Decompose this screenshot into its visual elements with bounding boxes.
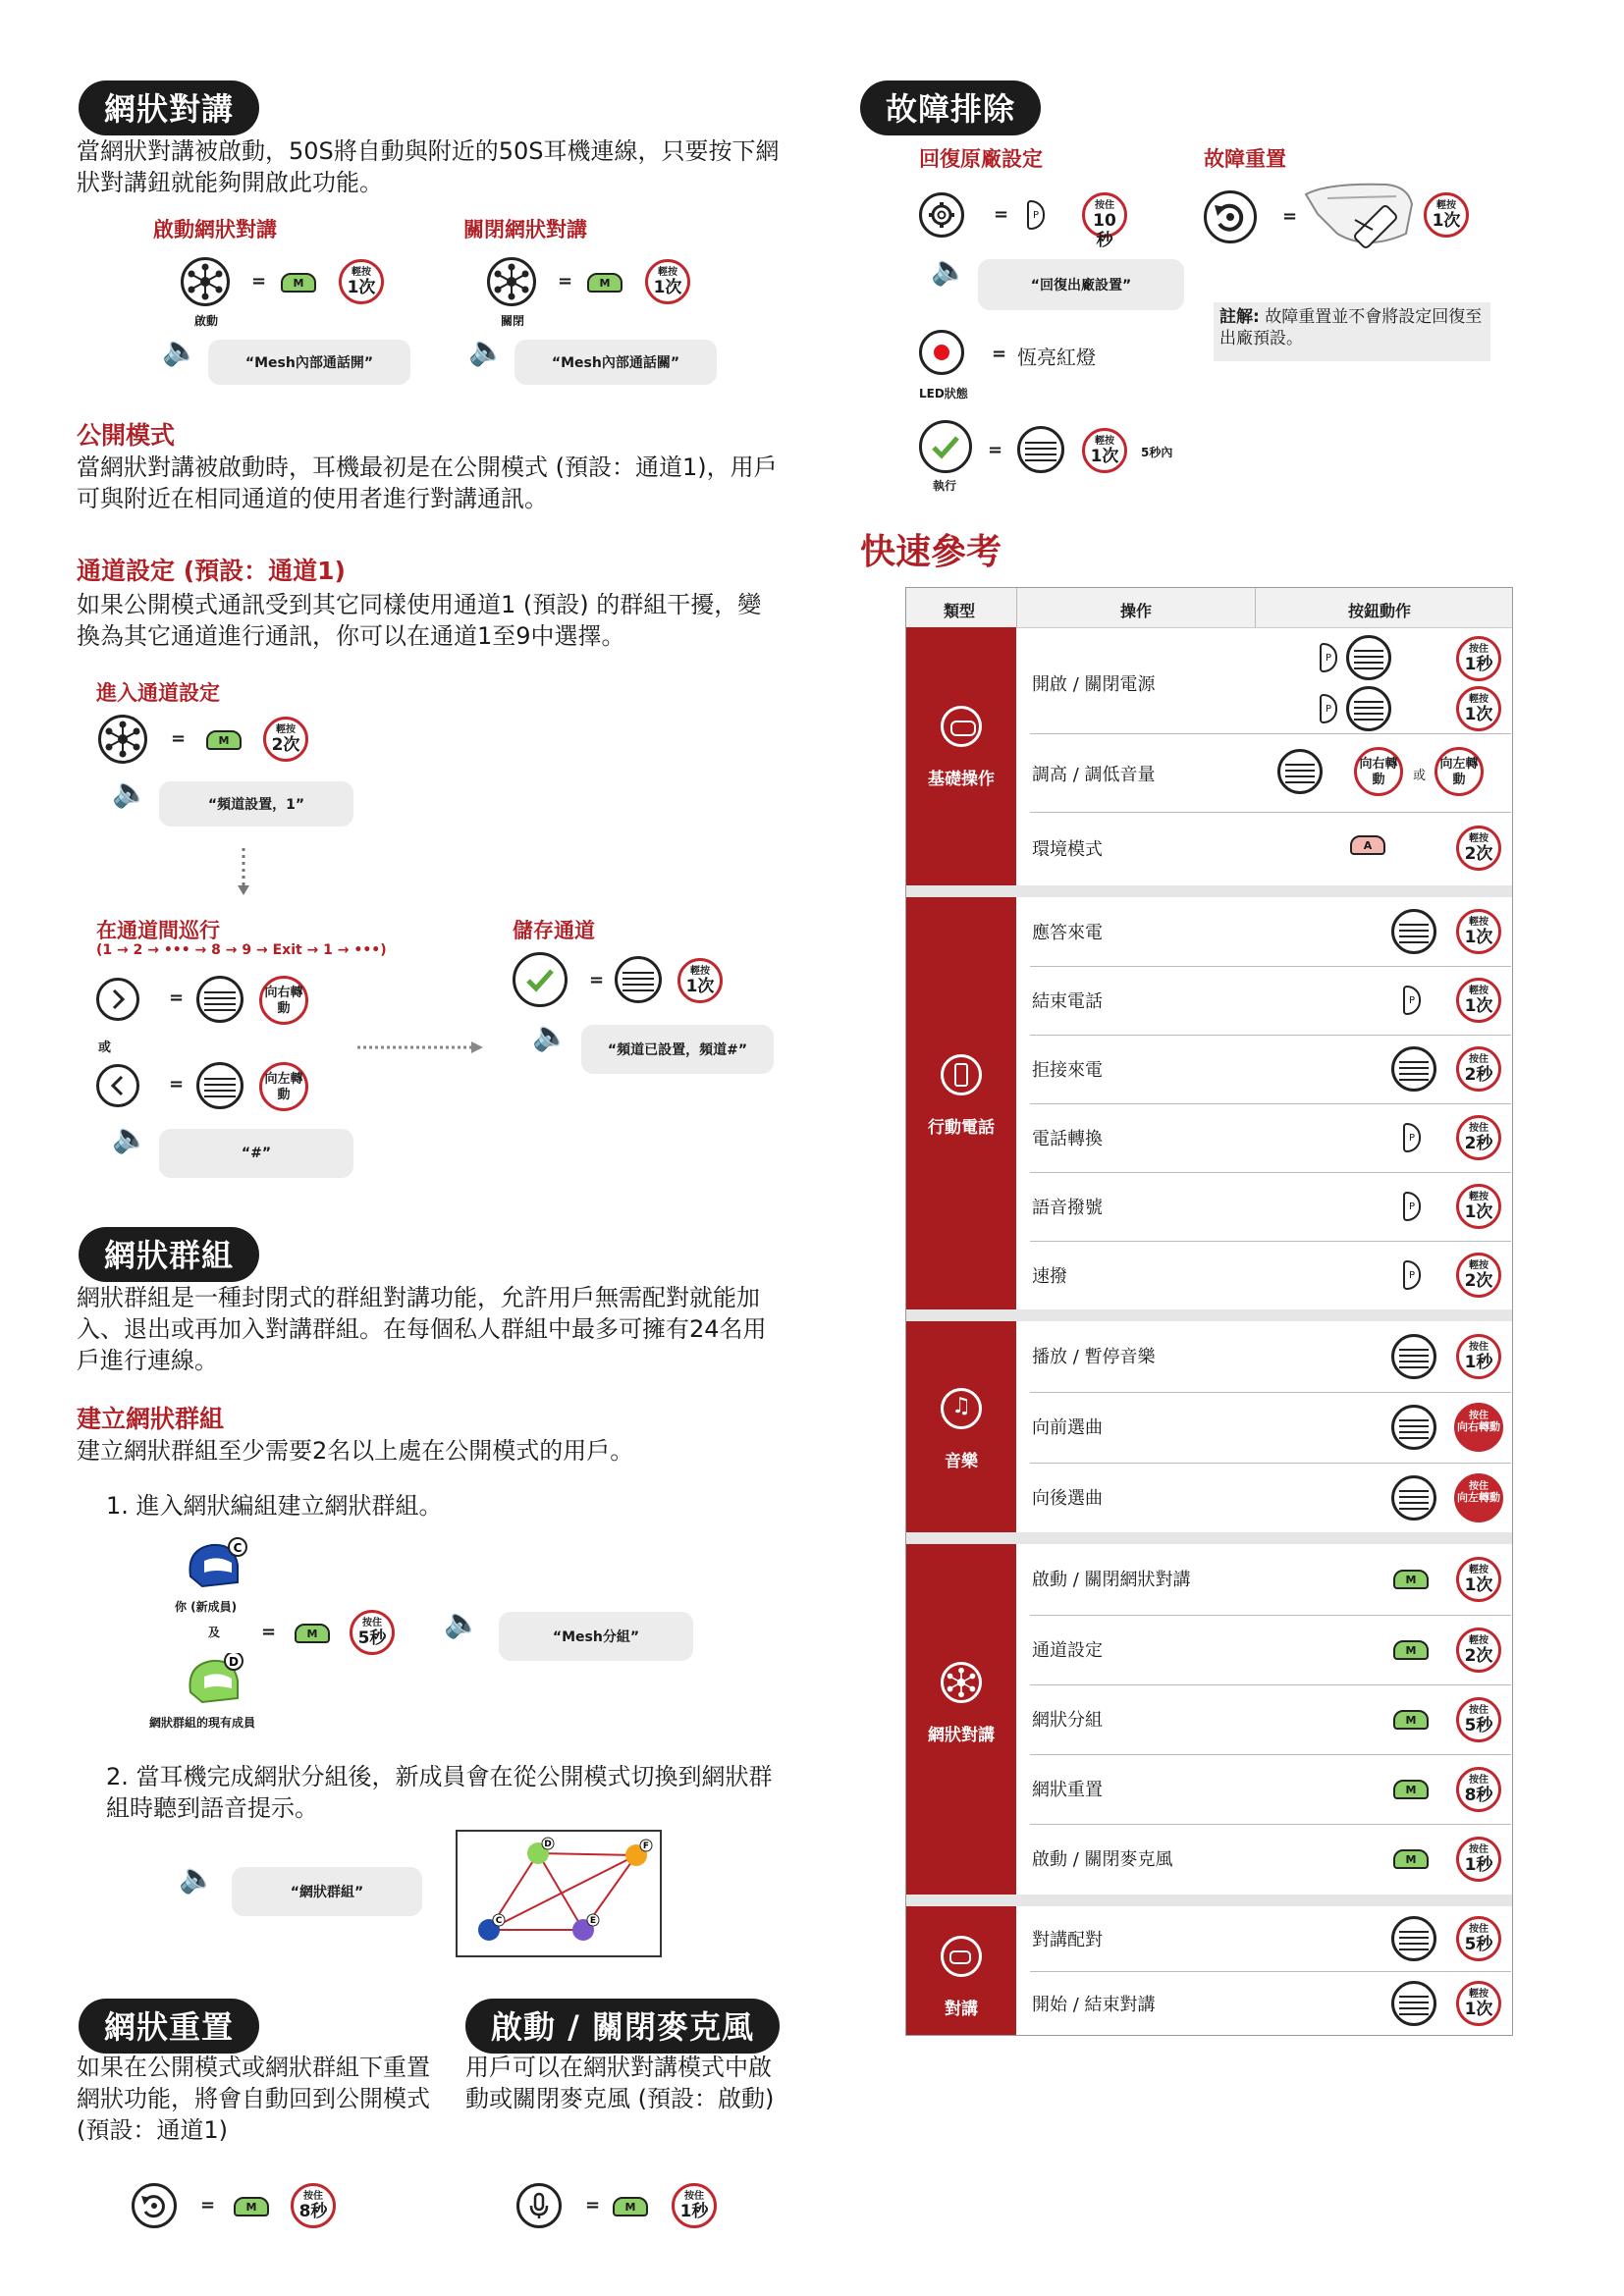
- equals-sign: =: [169, 1074, 185, 1095]
- mesh-icon: [487, 257, 536, 306]
- table-row: 電話轉換 P 按住 2秒: [1030, 1103, 1511, 1173]
- svg-text:D: D: [544, 1840, 552, 1849]
- factory-reset-label: 回復原廠設定: [919, 147, 1043, 171]
- equals-sign: =: [988, 440, 1003, 460]
- table-row: 向後選曲 按住 向左轉動: [1030, 1463, 1511, 1532]
- voice-prompt-channel-set: “頻道設置，1”: [159, 781, 353, 827]
- separator: [906, 1309, 1512, 1321]
- quick-reference-table: [905, 587, 1513, 2036]
- channel-desc: 如果公開模式通訊受到其它同樣使用通道1 (預設) 的群組干擾，變換為其它通道進行通訊，你可以在通道1至9中選擇。: [77, 591, 762, 650]
- svg-text:C: C: [495, 1916, 503, 1926]
- mesh-group-desc: 網狀群組是一種封閉式的群組對講功能，允許用戶無需配對就能加入、退出或再加入對講群組。在每個私人群組中最多可擁有24名用戶進行連線。: [77, 1284, 767, 1374]
- table-row: 應答來電 輕按 1次: [1030, 897, 1511, 967]
- and-label: 及: [208, 1626, 221, 1639]
- table-row: 播放 / 暫停音樂 按住 1秒: [1030, 1321, 1511, 1393]
- tap-badge: 輕按 1次: [645, 259, 690, 304]
- gear-icon: [919, 192, 964, 238]
- hold-badge: 按住 10秒: [1082, 192, 1127, 238]
- equals-sign: =: [589, 970, 605, 990]
- section-title-troubleshooting: 故障排除: [860, 80, 1041, 135]
- section-title-mic: 啟動 / 關閉麥克風: [465, 1999, 780, 2054]
- enter-channel-label: 進入通道設定: [96, 681, 220, 705]
- check-icon: [919, 420, 972, 473]
- m-button: M: [587, 273, 623, 293]
- or-label: 或: [98, 1041, 112, 1055]
- rotate-right-badge: 向右轉動: [259, 976, 308, 1025]
- disable-mesh-label: 關閉網狀對講: [463, 218, 587, 241]
- col-button-action: 按鈕動作: [1348, 602, 1412, 620]
- navigate-channel-label: 在通道間巡行: [96, 919, 220, 942]
- check-icon: [513, 952, 568, 1007]
- equals-sign: =: [1282, 206, 1298, 227]
- microphone-icon: [516, 2183, 562, 2228]
- table-row: 啟動 / 關閉網狀對講 M 輕按 1次: [1030, 1544, 1511, 1616]
- equals-sign: =: [200, 2195, 216, 2216]
- mesh-reset-desc: 如果在公開模式或網狀群組下重置網狀功能，將會自動回到公開模式 (預設：通道1): [77, 2054, 430, 2144]
- headset-icon: [941, 706, 982, 747]
- mesh-intercom-desc: 當網狀對講被啟動，50S將自動與附近的50S耳機連線，只要按下網狀對講鈕就能夠開啟此功能。: [77, 137, 780, 196]
- category-intercom: 對講: [906, 1906, 1016, 2035]
- table-row: 啟動 / 關閉麥克風 M 按住 1秒: [1030, 1824, 1511, 1895]
- table-row: 向前選曲 按住 向右轉動: [1030, 1392, 1511, 1464]
- music-note-icon: ♫: [941, 1388, 982, 1429]
- mic-desc: 用戶可以在網狀對講模式中啟動或關閉麥克風 (預設：啟動): [465, 2054, 775, 2112]
- svg-text:F: F: [642, 1842, 650, 1851]
- equals-sign: =: [261, 1622, 277, 1642]
- tap-badge: 輕按 2次: [263, 717, 308, 762]
- quick-reference-title: 快速參考: [860, 532, 1002, 572]
- led-text: 恆亮紅燈: [1017, 346, 1096, 369]
- table-row: 環境模式 A 輕按 2次: [1030, 812, 1511, 885]
- table-row: 拒接來電 按住 2秒: [1030, 1035, 1511, 1104]
- hold-badge: 按住 1秒: [672, 2183, 717, 2228]
- enable-mesh-label: 啟動網狀對講: [153, 218, 277, 241]
- enable-icon-caption: 啟動: [194, 314, 219, 328]
- equals-sign: =: [169, 988, 185, 1008]
- p-button: P: [1027, 200, 1045, 230]
- table-row: 對講配對 按住 5秒: [1030, 1906, 1511, 1972]
- table-row: 速撥 P 輕按 2次: [1030, 1241, 1511, 1309]
- table-row: 網狀重置 M 按住 8秒: [1030, 1754, 1511, 1825]
- table-row: 開始 / 結束對講 輕按 1次: [1030, 1971, 1511, 2035]
- svg-text:C: C: [233, 1541, 243, 1555]
- reset-icon: [1204, 190, 1257, 243]
- channel-sequence: (1 → 2 → ••• → 8 → 9 → Exit → 1 → •••): [96, 942, 387, 958]
- voice-prompt-icon: 🔈: [112, 775, 149, 810]
- equals-sign: =: [992, 344, 1007, 364]
- equals-sign: =: [585, 2195, 601, 2216]
- equals-sign: =: [558, 271, 573, 292]
- voice-prompt-grouping: “Mesh分組”: [499, 1612, 693, 1661]
- m-button: M: [234, 2197, 269, 2216]
- tap-badge: 輕按 1次: [1082, 428, 1127, 473]
- fault-reset-label: 故障重置: [1204, 147, 1286, 171]
- category-phone: 行動電話: [906, 897, 1016, 1309]
- m-button: M: [613, 2197, 648, 2216]
- table-row: 網狀分組 M 按住 5秒: [1030, 1684, 1511, 1755]
- chevron-left-icon: [96, 1064, 139, 1107]
- voice-prompt-icon: 🔈: [468, 334, 506, 368]
- table-header: [906, 588, 1512, 628]
- note-label: 註解:: [1219, 307, 1260, 327]
- down-arrow-icon: [236, 848, 251, 897]
- jog-dial-icon: [1017, 426, 1064, 473]
- equals-sign: =: [994, 204, 1009, 225]
- separator: [906, 1895, 1512, 1906]
- chevron-right-icon: [96, 978, 139, 1021]
- tap-badge: 輕按 1次: [1424, 192, 1469, 238]
- mesh-icon: [181, 257, 230, 306]
- m-button: M: [281, 273, 316, 293]
- tap-badge: 輕按 1次: [339, 259, 384, 304]
- mesh-icon: [941, 1662, 982, 1703]
- open-mode-desc: 當網狀對講被啟動時，耳機最初是在公開模式 (預設：通道1)，用戶可與附近在相同通道的使用者進行對講通訊。: [77, 454, 778, 512]
- helmet-d-icon: [183, 1653, 249, 1710]
- hold-badge: 按住 8秒: [291, 2183, 336, 2228]
- existing-members: 網狀群組的現有成員: [149, 1716, 256, 1730]
- col-type: 類型: [944, 602, 976, 620]
- channel-title: 通道設定 (預設：通道1): [77, 557, 346, 585]
- step-2: 2. 當耳機完成網狀分組後，新成員會在從公開模式切換到網狀群組時聽到語音提示。: [106, 1763, 773, 1822]
- led-status-caption: LED狀態: [919, 387, 968, 400]
- led-icon: [919, 330, 964, 375]
- svg-text:D: D: [229, 1655, 239, 1669]
- category-mesh: 網狀對講: [906, 1544, 1016, 1895]
- jog-dial-icon: [196, 976, 244, 1023]
- equals-sign: =: [171, 728, 187, 749]
- section-title-mesh-group: 網狀群組: [79, 1227, 259, 1282]
- note-text: 故障重置並不會將設定回復至出廠預設。: [1219, 307, 1483, 348]
- voice-prompt-icon: 🔈: [532, 1019, 569, 1053]
- tap-badge: 輕按 1次: [677, 958, 723, 1003]
- table-row: 語音撥號 P 輕按 1次: [1030, 1172, 1511, 1242]
- section-title-mesh-intercom: 網狀對講: [79, 80, 259, 135]
- voice-prompt-channel-saved: “頻道已設置，頻道#”: [581, 1025, 774, 1074]
- voice-prompt-icon: 🔈: [162, 334, 199, 368]
- step-1: 1. 進入網狀編組建立網狀群組。: [106, 1492, 443, 1520]
- create-group-title: 建立網狀群組: [77, 1405, 225, 1433]
- m-button: M: [206, 730, 242, 750]
- category-basic: 基礎操作: [906, 627, 1016, 885]
- save-channel-label: 儲存通道: [513, 919, 595, 942]
- voice-prompt-off: “Mesh內部通話關”: [514, 340, 717, 385]
- mesh-group-diagram: [456, 1830, 662, 1957]
- svg-text:E: E: [589, 1916, 597, 1926]
- table-row: 結束電話 P 輕按 1次: [1030, 966, 1511, 1036]
- reset-icon: [132, 2183, 177, 2228]
- section-title-mesh-reset: 網狀重置: [79, 1999, 259, 2054]
- table-row: 調高 / 調低音量 向右轉動 或 向左轉動: [1030, 733, 1511, 813]
- voice-prompt-icon: 🔈: [444, 1606, 481, 1640]
- create-group-desc: 建立網狀群組至少需要2名以上處在公開模式的用戶。: [77, 1437, 634, 1465]
- voice-prompt-icon: 🔈: [112, 1121, 149, 1155]
- jog-dial-icon: [196, 1062, 244, 1109]
- right-arrow-icon: [357, 1041, 485, 1054]
- jog-dial-icon: [615, 956, 662, 1003]
- execute-caption: 執行: [933, 479, 957, 493]
- col-operation: 操作: [1120, 602, 1153, 620]
- intercom-icon: [941, 1936, 982, 1977]
- table-row: 開啟 / 關閉電源 P 按住 1秒 P 輕按 1次: [1030, 627, 1511, 734]
- separator: [906, 885, 1512, 897]
- note-box: [1214, 302, 1490, 361]
- open-mode-title: 公開模式: [77, 421, 176, 450]
- within-5s: 5秒內: [1141, 446, 1173, 459]
- hold-badge: 按住 5秒: [350, 1610, 395, 1655]
- equals-sign: =: [251, 271, 267, 292]
- voice-prompt-factory: “回復出廠設置”: [978, 259, 1184, 310]
- voice-prompt-icon: 🔈: [931, 253, 968, 288]
- mesh-icon: [98, 715, 147, 764]
- voice-prompt-hash: “#”: [159, 1129, 353, 1178]
- disable-icon-caption: 關閉: [501, 314, 525, 328]
- rotate-left-badge: 向左轉動: [259, 1062, 308, 1111]
- voice-prompt-icon: 🔈: [179, 1861, 216, 1896]
- separator: [906, 1532, 1512, 1544]
- m-button: M: [295, 1624, 330, 1643]
- voice-prompt-on: “Mesh內部通話開”: [208, 340, 410, 385]
- voice-prompt-group: “網狀群組”: [232, 1867, 422, 1916]
- headset-pin-icon: [1298, 175, 1422, 259]
- table-row: 通道設定 M 輕按 2次: [1030, 1615, 1511, 1685]
- category-music: ♫ 音樂: [906, 1321, 1016, 1532]
- helmet-c-icon: [183, 1537, 249, 1594]
- you-new-member: 你 (新成員): [175, 1600, 238, 1614]
- phone-icon: [941, 1054, 982, 1095]
